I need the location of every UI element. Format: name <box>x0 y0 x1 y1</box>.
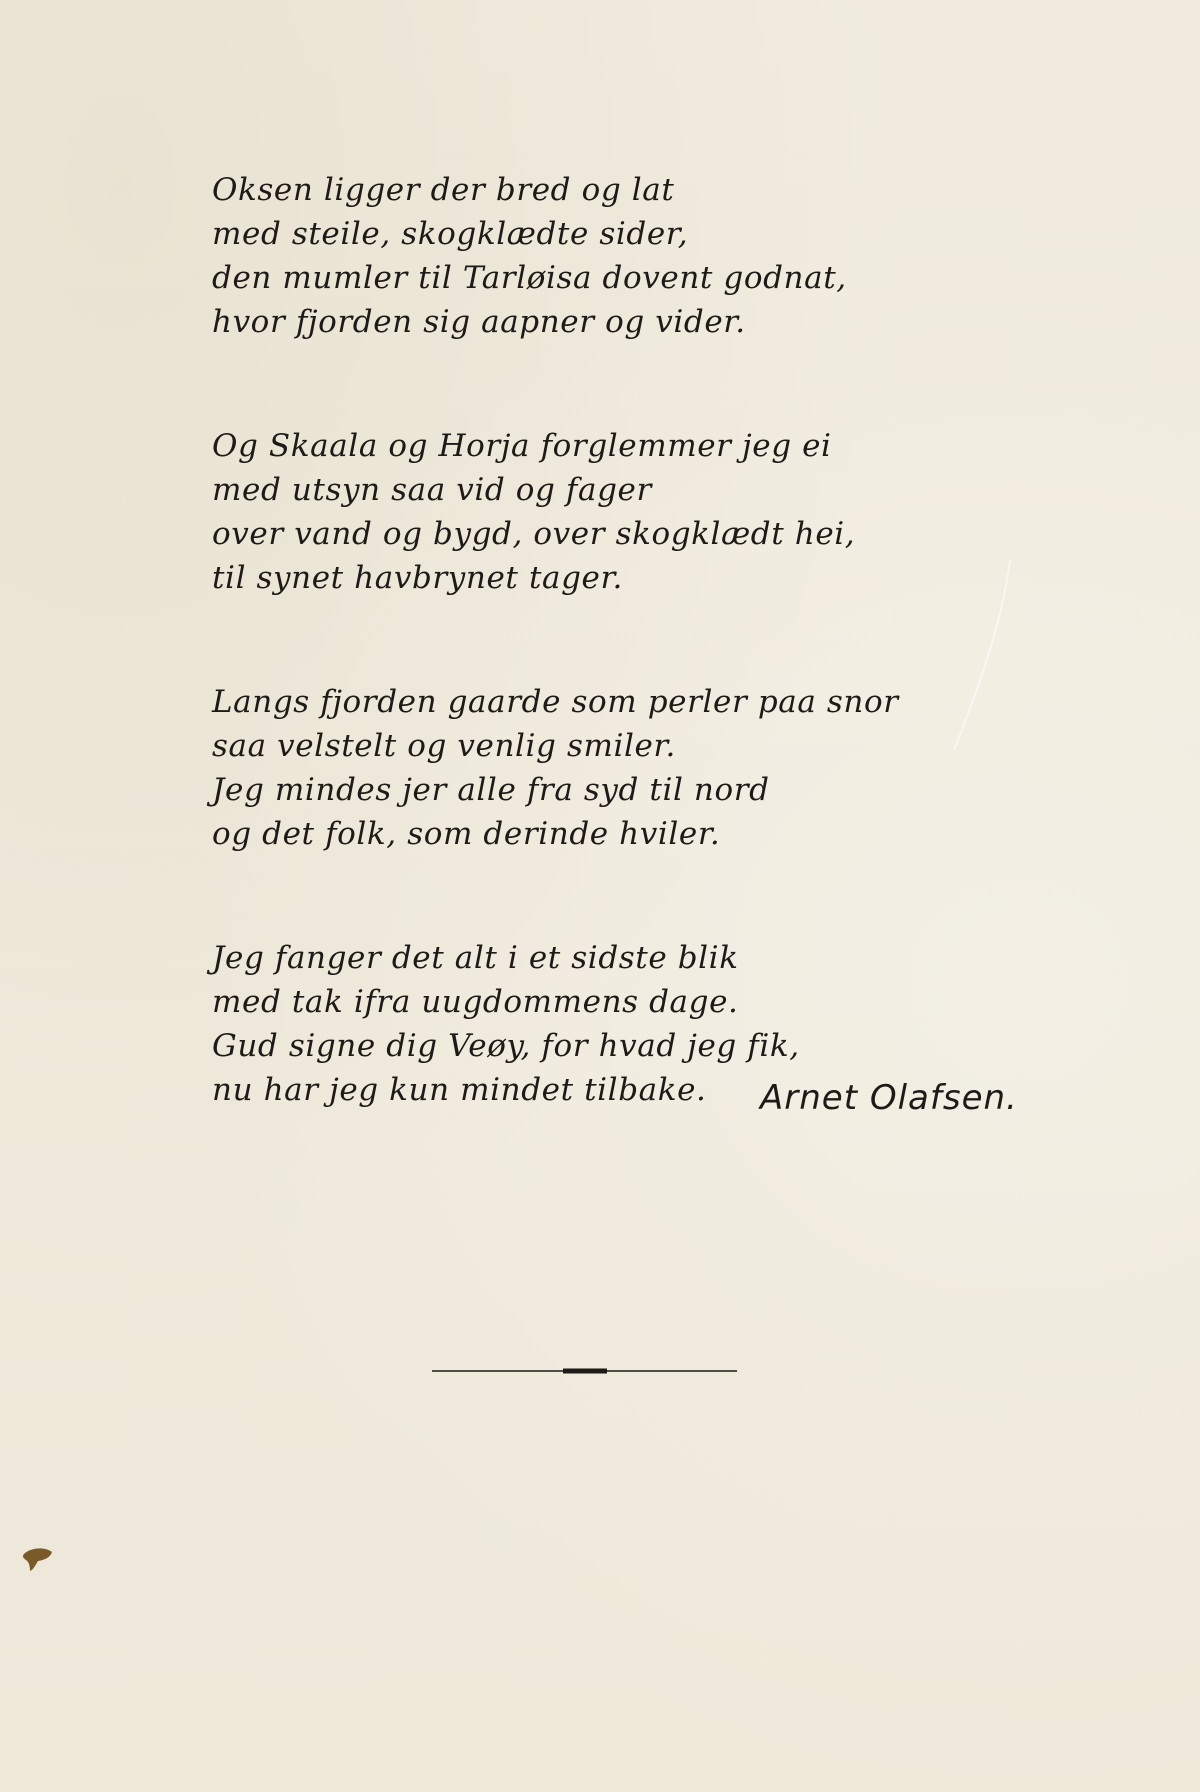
author-signature: Arnet Olafsen. <box>760 1078 1018 1118</box>
stanza-1 <box>212 168 1012 344</box>
poem-line: til synet havbrynet tager. <box>212 560 623 596</box>
poem-line: Og Skaala og Horja forglemmer jeg ei <box>212 428 832 464</box>
poem-line: med tak ifra uugdommens dage. <box>212 984 739 1020</box>
poem-line: saa velstelt og venlig smiler. <box>212 728 676 764</box>
poem-line: Langs fjorden gaarde som perler paa snor <box>212 684 899 720</box>
paper-crease <box>952 560 1012 750</box>
stanza-2 <box>212 424 1012 600</box>
poem-line: og det folk, som derinde hviler. <box>212 816 721 852</box>
poem-line: med steile, skogklædte sider, <box>212 216 689 252</box>
poem-line: den mumler til Tarløisa dovent godnat, <box>212 260 847 296</box>
stanza-3 <box>212 680 1012 856</box>
divider-ornament <box>432 1366 737 1376</box>
poem-line: med utsyn saa vid og fager <box>212 472 652 508</box>
poem-line: Gud signe dig Veøy, for hvad jeg fik, <box>212 1028 800 1064</box>
paper-stain-icon <box>22 1546 54 1572</box>
poem-line: over vand og bygd, over skogklædt hei, <box>212 516 856 552</box>
poem <box>212 168 1012 1192</box>
poem-line: Jeg mindes jer alle fra syd til nord <box>212 772 770 808</box>
poem-line: hvor fjorden sig aapner og vider. <box>212 304 746 340</box>
poem-line: nu har jeg kun mindet tilbake. <box>212 1072 707 1108</box>
poem-line: Oksen ligger der bred og lat <box>212 172 675 208</box>
poem-line: Jeg fanger det alt i et sidste blik <box>212 940 739 976</box>
